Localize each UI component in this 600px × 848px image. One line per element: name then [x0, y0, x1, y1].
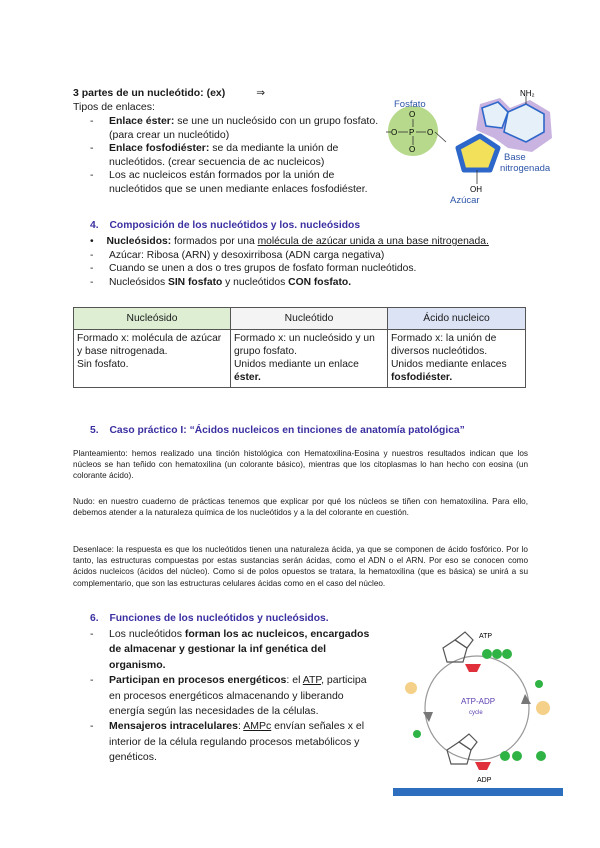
base-label-2: nitrogenada — [500, 163, 551, 174]
phosphate-ball — [536, 751, 546, 761]
sugar-ring-shape — [458, 136, 498, 170]
list-item: - Mensajeros intracelulares: AMPc envían señales x el interior de la célula regulando procesos metabólicos y genéticos. — [90, 719, 380, 765]
svg-text:P: P — [409, 128, 415, 137]
table-header-row — [74, 308, 526, 330]
cell-acido-nucleico: Formado x: la unión de diversos nucleótidos. Unidos mediante enlaces fosfodiéster. — [388, 330, 526, 388]
energy-input-icon — [405, 682, 417, 694]
header-nucleotido: Nucleótido — [231, 308, 388, 330]
sugar-label: Azúcar — [450, 195, 480, 206]
svg-text:O: O — [409, 110, 416, 119]
composition-list — [90, 249, 530, 289]
phosphate-ball — [482, 649, 492, 659]
bullet-dot-icon: • — [90, 236, 94, 247]
list-item: - Cuando se unen a dos o tres grupos de fosfato forman nucleótidos. — [90, 262, 530, 275]
comparison-table — [73, 307, 526, 388]
energy-release-icon — [536, 701, 550, 715]
section5-heading: 5. Caso práctico I: “Ácidos nucleicos en tinciones de anatomía patológica” — [90, 425, 465, 436]
adp-label: ADP — [477, 777, 492, 784]
arrow-icon: ⇒ — [256, 87, 266, 99]
base-label: Base — [504, 152, 526, 163]
phosphate-ball — [512, 751, 522, 761]
nh2-label: NH₂ — [520, 90, 535, 98]
atp-adp-cycle-figure — [393, 624, 563, 796]
list-item: - Nucleósidos SIN fosfato y nucleótidos CON fosfato. — [90, 276, 530, 289]
table-row — [74, 330, 526, 388]
enlaces-label: Tipos de enlaces: — [73, 101, 155, 113]
phosphate-ball — [492, 649, 502, 659]
header-acido-nucleico: Ácido nucleico — [388, 308, 526, 330]
list-item: - Los nucleótidos forman los ac nucleicos, encargados de almacenar y gestionar la inf genética del organismo. — [90, 627, 380, 673]
section6-heading: 6. Funciones de los nucleótidos y nucleósidos. — [90, 613, 329, 624]
nucleosidos-bullet: • Nucleósidos: formados por una molécula de azúcar unida a una base nitrogenada. — [90, 236, 489, 247]
figure-footer-bar — [393, 788, 563, 796]
functions-list — [90, 627, 380, 766]
desenlace-paragraph: Desenlace: la respuesta es que los nucleótidos tienen una naturaleza ácida, ya que se componen de ácido fosfórico. Por lo tanto, las estructuras compuestas por estas sustancias serán ácidas, como el ADN o el ARN. Por eso se conocen como ácidos nucleicos (ácidos del núcleo). Como si de polos opuestos se tratara, la hematoxilina (que es básica) se unirá a su complementario, que son las estructuras celulares ácidas como en el caso del núcleo. — [73, 545, 528, 588]
list-item: - Azúcar: Ribosa (ARN) y desoxirribosa (ADN carga negativa) — [90, 249, 530, 262]
list-item: - Participan en procesos energéticos: el ATP, participa en procesos energéticos almacenando y liberando energía según las necesidades de la células. — [90, 673, 380, 719]
phosphate-label: Fosfato — [394, 99, 426, 110]
nucleotide-diagram — [380, 90, 555, 208]
atp-label: ATP — [479, 633, 493, 640]
cycle-label: cycle — [469, 710, 483, 716]
oh-label: OH — [470, 185, 482, 194]
svg-text:O: O — [409, 145, 416, 154]
phosphate-ball — [500, 751, 510, 761]
svg-text:O: O — [391, 128, 398, 137]
list-item: - Enlace éster: se une un nucleósido con un grupo fosfato. (para crear un nucleótido) — [90, 115, 380, 142]
section4-heading: 4. Composición de los nucleótidos y los. nucleósidos — [90, 220, 361, 231]
section3-title: 3 partes de un nucleótido: (ex) ⇒ — [73, 87, 266, 99]
cell-nucleosido: Formado x: molécula de azúcar y base nitrogenada. Sin fosfato. — [74, 330, 231, 388]
enlaces-list — [90, 115, 380, 197]
nudo-paragraph: Nudo: en nuestro cuaderno de prácticas tenemos que explicar por qué los núcleos se tiñen con hematoxilina. Para ello, debemos atender a la naturaleza química de los nucleótidos y a la del colorante en cuestión. — [73, 497, 528, 518]
planteamiento-paragraph: Planteamiento: hemos realizado una tinción histológica con Hematoxilina-Eosina y nuestros resultados indican que los núcleos se han teñido con hematoxilina (un colorante básico), mientras que los citoplasmas lo han hecho con eosina (un colorante ácido). — [73, 449, 528, 481]
cell-nucleotido: Formado x: un nucleósido y un grupo fosfato. Unidos mediante un enlace éster. — [231, 330, 388, 388]
header-nucleosido: Nucleósido — [74, 308, 231, 330]
list-item: - Los ac nucleicos están formados por la unión de nucleótidos que se unen mediante enlaces fosfodiéster. — [90, 169, 380, 196]
phosphate-ball — [502, 649, 512, 659]
list-item: - Enlace fosfodiéster: se da mediante la unión de nucleótidos. (crear secuencia de ac nucleicos) — [90, 142, 380, 169]
atp-adp-cycle-label: ATP-ADP — [461, 697, 496, 706]
svg-text:O: O — [427, 128, 434, 137]
